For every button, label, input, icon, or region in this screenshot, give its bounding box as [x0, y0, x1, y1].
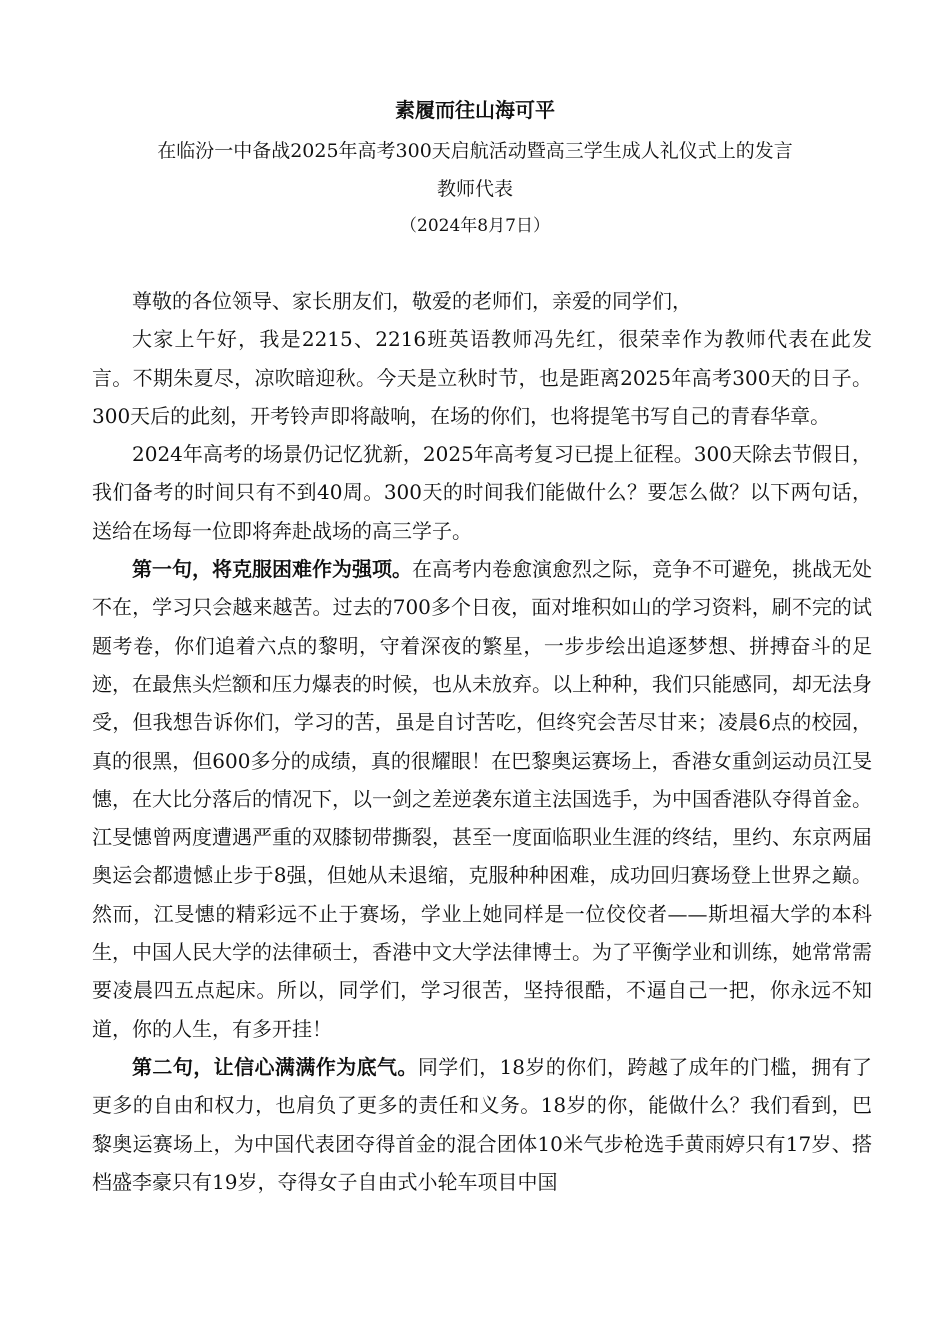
point-two-heading: 第二句，让信心满满作为底气。	[132, 1054, 418, 1079]
intro-paragraph: 大家上午好，我是2215、2216班英语教师冯先红，很荣幸作为教师代表在此发言。不期朱夏尽，凉吹暗迎秋。今天是立秋时节，也是距离2025年高考300天的日子。300天后的此刻，开考铃声即将敲响，在场的你们，也将提笔书写自己的青春华章。	[92, 327, 872, 428]
context-paragraph: 2024年高考的场景仍记忆犹新，2025年高考复习已提上征程。300天除去节假日，我们备考的时间只有不到40周。300天的时间我们能做什么？要怎么做？以下两句话，送给在场每一位即将奔赴战场的高三学子。	[92, 442, 872, 543]
speaker-role: 教师代表	[436, 178, 513, 200]
point-two-paragraph	[92, 1048, 872, 1201]
document-title: 素履而往山海可平	[395, 98, 555, 122]
point-one-heading: 第一句，将克服困难作为强项。	[132, 557, 412, 582]
speech-body	[92, 282, 872, 1201]
point-one-text: 在高考内卷愈演愈烈之际，竞争不可避免，挑战无处不在，学习只会越来越苦。过去的700多个日夜，面对堆积如山的学习资料，刷不完的试题考卷，你们追着六点的黎明，守着深夜的繁星，一步步绘出追逐梦想、拼搏奋斗的足迹，在最焦头烂额和压力爆表的时候，也从未放弃。以上种种，我们只能感同，却无法身受，但我想告诉你们，学习的苦，虽是自讨苦吃，但终究会苦尽甘来；凌晨6点的校园，真的很黑，但600多分的成绩，真的很耀眼！在巴黎奥运赛场上，香港女重剑运动员江旻憓，在大比分落后的情况下，以一剑之差逆袭东道主法国选手，为中国香港队夺得首金。江旻憓曾两度遭遇严重的双膝韧带撕裂，甚至一度面临职业生涯的终结，里约、东京两届奥运会都遗憾止步于8强，但她从未退缩，克服种种困难，成功回归赛场登上世界之巅。然而，江旻憓的精彩远不止于赛场，学业上她同样是一位佼佼者——斯坦福大学的本科生，中国人民大学的法律硕士，香港中文大学法律博士。为了平衡学业和训练，她常常需要凌晨四五点起床。所以，同学们，学习很苦，坚持很酷，不逼自己一把，你永远不知道，你的人生，有多开挂！	[92, 557, 872, 1041]
speech-date: （2024年8月7日）	[400, 216, 550, 236]
point-two-text: 同学们，18岁的你们，跨越了成年的门槛，拥有了更多的自由和权力，也肩负了更多的责任和义务。18岁的你，能做什么？我们看到，巴黎奥运赛场上，为中国代表团夺得首金的混合团体10米气步枪选手黄雨婷只有17岁、搭档盛李豪只有19岁，夺得女子自由式小轮车项目中国	[92, 1054, 873, 1194]
point-one-paragraph	[92, 550, 872, 1048]
document-subtitle: 在临汾一中备战2025年高考300天启航活动暨高三学生成人礼仪式上的发言	[157, 140, 793, 162]
greeting-paragraph: 尊敬的各位领导、家长朋友们，敬爱的老师们，亲爱的同学们，	[132, 289, 692, 313]
